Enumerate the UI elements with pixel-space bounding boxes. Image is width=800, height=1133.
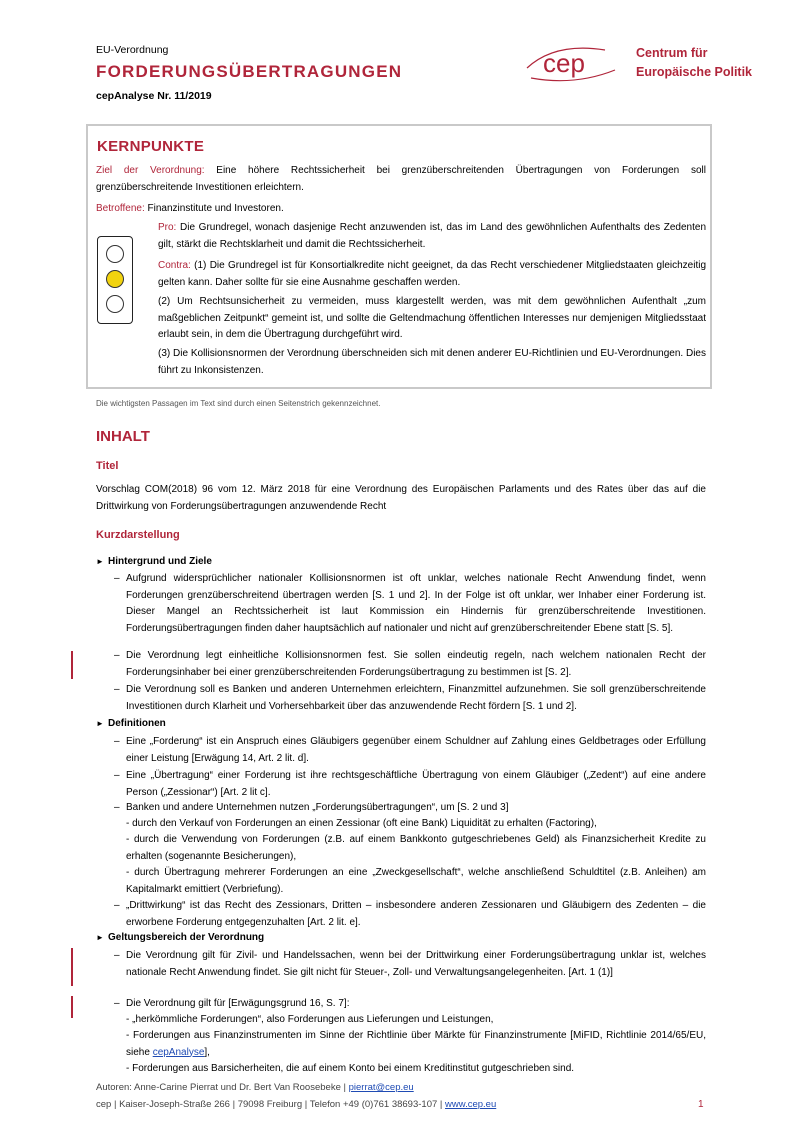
page-number: 1 bbox=[698, 1099, 704, 1110]
list-item-text: Die Verordnung gilt für [Erwägungsgrund 16, S. 7]: bbox=[126, 998, 350, 1009]
dash-icon: – bbox=[114, 650, 120, 661]
inhalt-title: INHALT bbox=[96, 428, 150, 445]
list-item-text: Die Verordnung gilt für Zivil- und Handelssachen, wenn bei der Drittwirkung einer Forderungsübertragung unklar ist, welches nationale Recht Anwendung findet. Sie gilt nicht für Steuer-, Zoll- und Verwaltungsangelegenheiten. [Art. 1 (1)] bbox=[126, 950, 706, 978]
traffic-light-bottom-lamp bbox=[106, 295, 124, 313]
bullet-label: Geltungsbereich der Verordnung bbox=[108, 932, 265, 943]
pro-label: Pro: bbox=[158, 222, 177, 233]
dash-icon: – bbox=[114, 998, 120, 1009]
organization-name bbox=[636, 44, 752, 82]
traffic-light-amber-lamp bbox=[106, 270, 124, 288]
bullet-arrow-icon: ► bbox=[96, 719, 104, 728]
bullet-arrow-icon: ► bbox=[96, 557, 104, 566]
kernpunkte-ziel bbox=[96, 163, 706, 196]
list-item bbox=[114, 648, 706, 681]
list-item bbox=[114, 948, 706, 981]
sub-item: - durch Übertragung mehrerer Forderungen an eine „Zweckgesellschaft“, welche anschließend Schuldtitel (z.B. Anleihen) am Kapitalmarkt emittiert (Verbriefung). bbox=[126, 867, 706, 895]
footer-address bbox=[96, 1099, 496, 1110]
bullet-label: Definitionen bbox=[108, 718, 166, 729]
list-item-text: Eine „Forderung“ ist ein Anspruch eines Gläubigers gegenüber einem Schuldner auf Zahlung eines Geldbetrages oder Erfüllung einer Leistung [Erwägung 14, Art. 2 lit. d]. bbox=[126, 736, 706, 764]
logo-wordmark: cep bbox=[543, 48, 585, 78]
importance-mark bbox=[71, 948, 73, 986]
dash-icon: – bbox=[114, 950, 120, 961]
list-item-text: Die Verordnung legt einheitliche Kollisionsnormen fest. Sie sollen eindeutig regeln, nach welchem nationalen Recht der Forderungsinhaber bei einer grenzüberschreitenden Forderungsübertragung zu bestimmen ist [S. 2]. bbox=[126, 650, 706, 678]
sub-item: - „herkömmliche Forderungen“, also Forderungen aus Lieferungen und Leistungen, bbox=[126, 1014, 494, 1025]
kernpunkte-pro bbox=[158, 220, 706, 253]
bullet-arrow-icon: ► bbox=[96, 933, 104, 942]
document-kicker: EU-Verordnung bbox=[96, 44, 169, 56]
importance-mark bbox=[71, 996, 73, 1018]
kernpunkte-contra-3: (3) Die Kollisionsnormen der Verordnung überschneiden sich mit denen anderer EU-Richtlinien und EU-Verordnungen. Dies führt zu Inkonsistenzen. bbox=[158, 348, 706, 376]
titel-heading: Titel bbox=[96, 460, 119, 472]
dash-icon: – bbox=[114, 900, 120, 911]
sub-item bbox=[126, 1028, 706, 1061]
kernpunkte-note: Die wichtigsten Passagen im Text sind durch einen Seitenstrich gekennzeichnet. bbox=[96, 399, 381, 408]
dash-icon: – bbox=[114, 770, 120, 781]
address-text: cep | Kaiser-Joseph-Straße 266 | 79098 Freiburg | Telefon +49 (0)761 38693-107 | bbox=[96, 1099, 446, 1110]
ziel-text: Eine höhere Rechtssicherheit bei grenzüberschreitenden Übertragungen von Forderungen soll grenzüberschreitende Investitionen erleichtern. bbox=[96, 165, 706, 193]
organization-line-1: Centrum für bbox=[636, 46, 708, 60]
list-item-text: Eine „Übertragung“ einer Forderung ist ihre rechtsgeschäftliche Übertragung von einem Gläubiger („Zedent“) auf eine andere Person („Zessionar“) [Art. 2 lit c]. bbox=[126, 770, 706, 798]
list-item-text: Aufgrund widersprüchlicher nationaler Kollisionsnormen ist oft unklar, welches nationale Recht Anwendung findet, wenn Forderungen grenzüberschreitend übertragen werden [S. 1 und 2]. In der Folge ist oft unklar, wer Inhaber einer Forderung ist. Dieser Mangel an Rechtssicherheit ist laut Kommission ein Hindernis für grenzüberschreitende Investitionen. Forderungsübertragungen finden daher hauptsächlich auf nationaler und nicht auf grenzüberschreitender Ebene statt [S. 5]. bbox=[126, 573, 706, 634]
sub-item: - durch die Verwendung von Forderungen (z.B. auf einem Bankkonto gutgeschriebenes Geld) als Finanzsicherheit Kredite zu erhalten (sogenannte Besicherungen), bbox=[126, 834, 706, 862]
list-item bbox=[114, 768, 706, 801]
kernpunkte-contra-1 bbox=[158, 258, 706, 291]
contra-label: Contra: bbox=[158, 260, 191, 271]
sub-item-text-end: ], bbox=[204, 1046, 210, 1058]
list-item-text: Banken und andere Unternehmen nutzen „Forderungsübertragungen“, um [S. 2 und 3] bbox=[126, 802, 509, 813]
bullet-geltungsbereich bbox=[96, 932, 264, 943]
sub-item-text: - Forderungen aus Finanzinstrumenten im Sinne der Richtlinie über Märkte für Finanzinstrumente [MiFID, Richtlinie 2014/65/EU, siehe bbox=[126, 1030, 706, 1058]
kernpunkte-contra-2: (2) Um Rechtsunsicherheit zu vermeiden, muss klargestellt werden, was mit dem gewöhnlichen Aufenthalt „zum maßgeblichen Zeitpunkt“ gemeint ist, und sollte die Geltendmachung öffentlichen Interesses nur demjenigen Mitgliedsstaat erlaubt sein, in dem die Übertragung durchgeführt wird. bbox=[158, 296, 706, 340]
footer-authors bbox=[96, 1082, 414, 1093]
sub-item: - Forderungen aus Barsicherheiten, die auf einem Konto bei einem Kreditinstitut gutgeschrieben sind. bbox=[126, 1063, 575, 1074]
titel-text: Vorschlag COM(2018) 96 vom 12. März 2018 für eine Verordnung des Europäischen Parlaments und des Rates über das auf die Drittwirkung von Forderungsübertragungen anzuwendende Recht bbox=[96, 484, 706, 512]
traffic-light-icon bbox=[97, 236, 133, 324]
list-item bbox=[114, 571, 706, 637]
dash-icon: – bbox=[114, 802, 120, 813]
importance-mark bbox=[71, 651, 73, 679]
dash-icon: – bbox=[114, 573, 120, 584]
authors-text: Autoren: Anne-Carine Pierrat und Dr. Bert Van Roosebeke | bbox=[96, 1082, 349, 1093]
kernpunkte-betroffene bbox=[96, 201, 706, 218]
list-item bbox=[114, 996, 706, 1013]
bullet-hintergrund bbox=[96, 556, 212, 567]
dash-icon: – bbox=[114, 684, 120, 695]
list-item-text: Die Verordnung soll es Banken und anderen Unternehmen erleichtern, Finanzmittel aufzunehmen. Sie soll grenzüberschreitende Investitionen durch Klarheit und Vorhersehbarkeit über das anzuwendende Recht fördern [S. 1 und 2]. bbox=[126, 684, 706, 712]
list-item-text: „Drittwirkung“ ist das Recht des Zessionars, Dritten – insbesondere anderen Zessionaren und Gläubigern des Zedenten – die erworbene Forderung entgegenzuhalten [Art. 2 lit. e]. bbox=[126, 900, 706, 928]
author-email-link[interactable]: pierrat@cep.eu bbox=[348, 1082, 414, 1093]
kurzdarstellung-heading: Kurzdarstellung bbox=[96, 529, 180, 541]
document-title: FORDERUNGSÜBERTRAGUNGEN bbox=[96, 62, 403, 81]
bullet-definitionen bbox=[96, 718, 166, 729]
cep-logo bbox=[525, 40, 620, 86]
kernpunkte-title: KERNPUNKTE bbox=[97, 138, 205, 155]
bullet-label: Hintergrund und Ziele bbox=[108, 556, 212, 567]
dash-icon: – bbox=[114, 736, 120, 747]
cepanalyse-link[interactable]: cepAnalyse bbox=[152, 1046, 205, 1058]
sub-item: - durch den Verkauf von Forderungen an einen Zessionar (oft eine Bank) Liquidität zu erhalten (Factoring), bbox=[126, 818, 597, 829]
betroffene-text: Finanzinstitute und Investoren. bbox=[147, 203, 284, 214]
organization-line-2: Europäische Politik bbox=[636, 65, 753, 79]
analysis-number: cepAnalyse Nr. 11/2019 bbox=[96, 90, 212, 102]
website-link[interactable]: www.cep.eu bbox=[445, 1099, 497, 1110]
contra-1-text: (1) Die Grundregel ist für Konsortialkredite nicht geeignet, da das Recht verschiedener Mitgliedstaaten gleichzeitig gelten kann. Daher sollte für sie eine Ausnahme geschaffen werden. bbox=[158, 260, 707, 288]
list-item bbox=[114, 734, 706, 767]
traffic-light-top-lamp bbox=[106, 245, 124, 263]
list-item bbox=[114, 682, 706, 715]
list-item bbox=[114, 898, 706, 931]
list-item bbox=[114, 800, 706, 817]
betroffene-label: Betroffene: bbox=[96, 203, 145, 214]
pro-text: Die Grundregel, wonach dasjenige Recht anzuwenden ist, das im Land des gewöhnlichen Aufenthalts des Zedenten gilt, stärkt die Rechtsklarheit und damit die Rechtssicherheit. bbox=[158, 222, 707, 250]
ziel-label: Ziel der Verordnung: bbox=[96, 165, 205, 176]
